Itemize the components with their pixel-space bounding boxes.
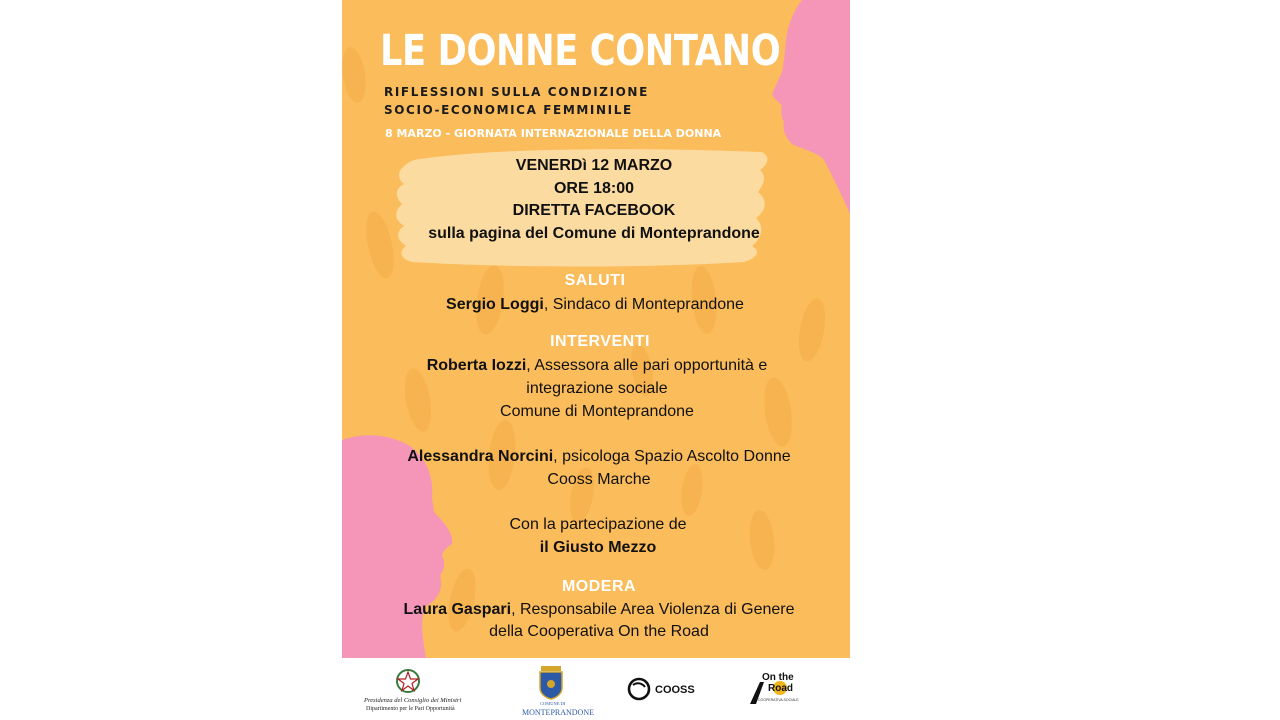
moderator-line1 [345,601,850,619]
participation-name: il Giusto Mezzo [539,539,657,556]
speaker1-role2: integrazione sociale [526,380,668,397]
italian-emblem-icon [362,666,454,696]
speaker1-name: Roberta Iozzi [426,357,527,374]
subtitle-line-2: SOCIO-ECONOMICA FEMMINILE [384,103,633,117]
participation-line1: Con la partecipazione de [509,516,687,533]
moderator-role1: , Responsabile Area Violenza di Genere [511,601,795,618]
interventi-heading: INTERVENTI [550,333,650,350]
moderator-name: Laura Gaspari [403,601,512,618]
speaker2-role2: Cooss Marche [547,471,651,488]
on-the-road-text-2: Road [768,683,793,694]
saluti-heading: SALUTI [564,272,626,289]
saluti-speaker-role: , Sindaco di Monteprandone [543,296,744,313]
monteprandone-comune-text: COMUNE DI [540,701,566,706]
presidenza-text-2: Dipartimento per le Pari Opportunità [366,706,455,712]
speaker2-line1 [345,448,850,466]
modera-heading: MODERA [561,578,637,595]
moderator-role2: della Cooperativa On the Road [489,623,709,640]
monteprandone-name-text: MONTEPRANDONE [522,708,594,717]
speaker2-name: Alessandra Norcini [407,448,554,465]
presidenza-logo [362,666,462,716]
cooss-ring-icon [625,676,655,702]
on-the-road-text-1: On the [762,672,794,683]
saluti-speaker [342,296,849,314]
participation-line2 [344,539,850,557]
speaker1-role1: , Assessora alle pari opportunità e [526,357,768,374]
speaker1-line1 [343,357,850,375]
poster-title: LE DONNE CONTANO [380,26,781,76]
speaker1-role3: Comune di Monteprandone [500,403,694,420]
event-time: ORE 18:00 [553,180,635,197]
cooss-logo [625,676,695,704]
presidenza-text-1: Presidenza del Consiglio dei Ministri [364,697,462,704]
cooss-text: COOSS [655,684,695,696]
international-womens-day-line: 8 MARZO - GIORNATA INTERNAZIONALE DELLA DONNA [385,127,722,140]
speaker2-role1: , psicologa Spazio Ascolto Donne [553,448,791,465]
saluti-speaker-name: Sergio Loggi [446,296,544,313]
subtitle-line-1: RIFLESSIONI SULLA CONDIZIONE [384,85,649,99]
on-the-road-logo [746,670,806,714]
on-the-road-sub: COOPERATIVA SOCIALE [758,698,799,702]
event-page: sulla pagina del Comune di Monteprandone [428,225,760,242]
event-platform: DIRETTA FACEBOOK [512,202,676,219]
monteprandone-logo [518,664,594,718]
sponsor-logos-bar [342,658,850,720]
event-poster [342,0,850,658]
event-date: VENERDì 12 MARZO [515,157,673,174]
coat-of-arms-icon [518,664,584,700]
